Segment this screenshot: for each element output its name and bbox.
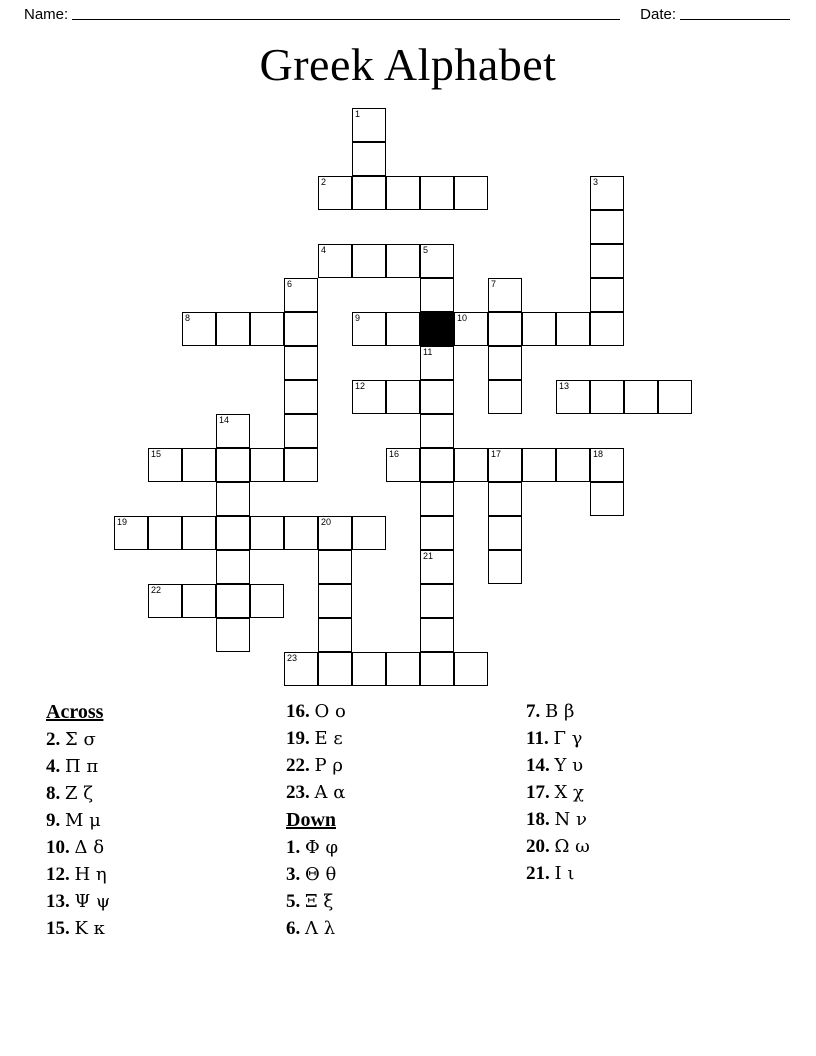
clue-column-3 [526, 698, 776, 887]
grid-cell-number: 22 [151, 585, 162, 595]
grid-cell[interactable] [556, 448, 590, 482]
clue-text: Ρ ρ [314, 755, 343, 776]
clue-number: 5. [286, 891, 301, 912]
clue-number: 23. [286, 782, 310, 803]
grid-cell[interactable] [488, 550, 522, 584]
grid-cell[interactable] [284, 380, 318, 414]
clue-text: Σ σ [65, 729, 96, 750]
grid-cell-number: 20 [321, 517, 332, 527]
grid-cell[interactable] [386, 380, 420, 414]
grid-cell[interactable] [590, 278, 624, 312]
down-clue-list-1 [286, 834, 516, 942]
grid-cell[interactable] [590, 244, 624, 278]
grid-cell[interactable] [590, 312, 624, 346]
grid-cell[interactable] [488, 312, 522, 346]
clue-number: 8. [46, 783, 61, 804]
grid-cell[interactable] [114, 516, 148, 550]
clue-item [286, 861, 516, 888]
clue-item [286, 725, 516, 752]
clue-item [526, 833, 776, 860]
clue-item [286, 698, 516, 725]
grid-cell[interactable] [420, 618, 454, 652]
grid-cell[interactable] [420, 550, 454, 584]
grid-cell[interactable] [318, 516, 352, 550]
grid-cell[interactable] [488, 380, 522, 414]
grid-cell[interactable] [352, 516, 386, 550]
clue-item [526, 698, 776, 725]
clue-text: Ε ε [314, 728, 343, 749]
grid-cell[interactable] [624, 380, 658, 414]
grid-cell-number: 2 [321, 177, 327, 187]
clue-text: Υ υ [554, 755, 584, 776]
grid-cell[interactable] [420, 346, 454, 380]
grid-cell[interactable] [182, 584, 216, 618]
grid-cell[interactable] [352, 380, 386, 414]
clue-text: Ο ο [314, 701, 346, 722]
grid-cell[interactable] [420, 244, 454, 278]
grid-cell[interactable] [488, 278, 522, 312]
grid-cell[interactable] [386, 448, 420, 482]
grid-cell[interactable] [420, 414, 454, 448]
grid-cell[interactable] [556, 380, 590, 414]
name-label: Name: [24, 6, 69, 23]
grid-cell[interactable] [522, 448, 556, 482]
clue-text: Λ λ [305, 918, 336, 939]
grid-cell[interactable] [284, 516, 318, 550]
grid-cell-number: 10 [457, 313, 468, 323]
clue-item [286, 752, 516, 779]
grid-cell[interactable] [352, 108, 386, 142]
grid-cell[interactable] [420, 448, 454, 482]
clue-text: Π π [65, 756, 99, 777]
grid-cell[interactable] [318, 176, 352, 210]
clue-text: Κ κ [74, 918, 105, 939]
clues-area [0, 698, 816, 948]
clue-number: 1. [286, 837, 301, 858]
clue-item [526, 860, 776, 887]
clue-number: 6. [286, 918, 301, 939]
grid-cell[interactable] [148, 584, 182, 618]
grid-cell[interactable] [658, 380, 692, 414]
clue-number: 3. [286, 864, 301, 885]
clue-number: 11. [526, 728, 549, 749]
grid-cell[interactable] [454, 176, 488, 210]
grid-cell[interactable] [454, 312, 488, 346]
clue-number: 2. [46, 729, 61, 750]
clue-text: Β β [545, 701, 575, 722]
clue-text: Η η [74, 864, 107, 885]
grid-cell[interactable] [250, 516, 284, 550]
name-blank-line[interactable] [72, 6, 620, 20]
down-heading: Down [286, 809, 337, 831]
clue-text: Ω ω [554, 836, 590, 857]
grid-cell[interactable] [556, 312, 590, 346]
clue-item [46, 888, 276, 915]
grid-cell[interactable] [216, 448, 250, 482]
clue-item [46, 834, 276, 861]
grid-cell-number: 21 [423, 551, 434, 561]
grid-cell[interactable] [488, 448, 522, 482]
grid-cell[interactable] [216, 516, 250, 550]
across-clue-list-2 [286, 698, 516, 806]
clue-text: Ι ι [554, 863, 575, 884]
clue-text: Μ μ [65, 810, 101, 831]
grid-cell[interactable] [182, 448, 216, 482]
grid-cell[interactable] [420, 278, 454, 312]
clue-item [46, 807, 276, 834]
grid-cell[interactable] [386, 312, 420, 346]
clue-text: Θ θ [305, 864, 337, 885]
clue-text: Ζ ζ [65, 783, 93, 804]
clue-item [286, 915, 516, 942]
clue-item [46, 780, 276, 807]
clue-item [526, 725, 776, 752]
grid-cell[interactable] [318, 618, 352, 652]
grid-cell[interactable] [148, 448, 182, 482]
grid-cell[interactable] [590, 448, 624, 482]
grid-cell[interactable] [284, 652, 318, 686]
clue-item [46, 726, 276, 753]
grid-cell[interactable] [352, 652, 386, 686]
grid-cell[interactable] [250, 584, 284, 618]
grid-cell[interactable] [216, 414, 250, 448]
grid-cell-number: 17 [491, 449, 502, 459]
crossword-grid-area [0, 108, 816, 698]
clue-number: 19. [286, 728, 310, 749]
grid-cell-number: 5 [423, 245, 429, 255]
grid-cell[interactable] [522, 312, 556, 346]
down-clue-list-2 [526, 698, 776, 887]
grid-cell[interactable] [182, 312, 216, 346]
clue-text: Α α [314, 782, 346, 803]
clue-text: Ν ν [554, 809, 587, 830]
grid-cell-number: 14 [219, 415, 230, 425]
grid-cell-number: 11 [423, 347, 433, 357]
grid-cell[interactable] [590, 210, 624, 244]
clue-number: 16. [286, 701, 310, 722]
grid-cell[interactable] [284, 312, 318, 346]
grid-cell[interactable] [488, 482, 522, 516]
grid-cell[interactable] [250, 448, 284, 482]
grid-cell[interactable] [284, 346, 318, 380]
clue-number: 7. [526, 701, 541, 722]
clue-number: 9. [46, 810, 61, 831]
grid-cell-number: 3 [593, 177, 599, 187]
grid-cell-number: 1 [355, 109, 361, 119]
clue-number: 22. [286, 755, 310, 776]
grid-cell[interactable] [216, 618, 250, 652]
date-label: Date: [640, 6, 676, 23]
grid-cell[interactable] [590, 176, 624, 210]
clue-text: Φ φ [305, 837, 339, 858]
clue-item [286, 834, 516, 861]
clue-text: Δ δ [74, 837, 105, 858]
worksheet-header [24, 6, 792, 28]
clue-text: Χ χ [554, 782, 584, 803]
across-heading: Across [46, 701, 104, 723]
grid-cell-number: 15 [151, 449, 162, 459]
grid-cell[interactable] [590, 482, 624, 516]
clue-number: 14. [526, 755, 550, 776]
grid-cell[interactable] [284, 278, 318, 312]
grid-cell-number: 16 [389, 449, 400, 459]
grid-cell-number: 4 [321, 245, 327, 255]
clue-column-2 [286, 698, 516, 942]
grid-cell-number: 7 [491, 279, 497, 289]
clue-item [46, 861, 276, 888]
grid-cell[interactable] [182, 516, 216, 550]
grid-cell[interactable] [590, 380, 624, 414]
grid-cell[interactable] [284, 414, 318, 448]
grid-cell[interactable] [148, 516, 182, 550]
grid-cell-number: 13 [559, 381, 570, 391]
clue-item [526, 779, 776, 806]
grid-cell-number: 12 [355, 381, 366, 391]
grid-cell[interactable] [488, 346, 522, 380]
clue-number: 4. [46, 756, 61, 777]
grid-cell [420, 312, 454, 346]
grid-cell[interactable] [352, 176, 386, 210]
grid-cell-number: 19 [117, 517, 128, 527]
clue-number: 20. [526, 836, 550, 857]
grid-cell[interactable] [420, 652, 454, 686]
clue-number: 17. [526, 782, 550, 803]
grid-cell[interactable] [318, 584, 352, 618]
clue-number: 18. [526, 809, 550, 830]
grid-cell[interactable] [352, 244, 386, 278]
grid-cell[interactable] [454, 448, 488, 482]
grid-cell[interactable] [454, 652, 488, 686]
grid-cell[interactable] [216, 482, 250, 516]
clue-item [526, 752, 776, 779]
clue-item [286, 779, 516, 806]
clue-item [46, 915, 276, 942]
grid-cell-number: 18 [593, 449, 604, 459]
grid-cell-number: 23 [287, 653, 298, 663]
clue-item [46, 753, 276, 780]
grid-cell[interactable] [420, 176, 454, 210]
grid-cell[interactable] [352, 142, 386, 176]
grid-cell[interactable] [420, 482, 454, 516]
grid-cell[interactable] [216, 584, 250, 618]
grid-cell[interactable] [318, 652, 352, 686]
grid-cell[interactable] [488, 516, 522, 550]
clue-number: 13. [46, 891, 70, 912]
across-clue-list-1 [46, 726, 276, 942]
grid-cell[interactable] [216, 312, 250, 346]
clue-item [286, 888, 516, 915]
grid-cell[interactable] [420, 516, 454, 550]
clue-number: 15. [46, 918, 70, 939]
clue-text: Ξ ξ [305, 891, 334, 912]
grid-cell[interactable] [250, 312, 284, 346]
clue-number: 21. [526, 863, 550, 884]
grid-cell[interactable] [386, 176, 420, 210]
grid-cell[interactable] [420, 380, 454, 414]
clue-number: 12. [46, 864, 70, 885]
grid-cell-number: 9 [355, 313, 361, 323]
grid-cell[interactable] [318, 244, 352, 278]
clue-text: Ψ ψ [74, 891, 111, 912]
clue-text: Γ γ [553, 728, 583, 749]
grid-cell[interactable] [386, 244, 420, 278]
clue-item [526, 806, 776, 833]
grid-cell[interactable] [420, 584, 454, 618]
grid-cell[interactable] [318, 550, 352, 584]
grid-cell[interactable] [284, 448, 318, 482]
clue-column-1 [46, 698, 276, 942]
grid-cell[interactable] [352, 312, 386, 346]
clue-number: 10. [46, 837, 70, 858]
grid-cell-number: 8 [185, 313, 191, 323]
page-title: Greek Alphabet [259, 39, 557, 90]
grid-cell[interactable] [386, 652, 420, 686]
grid-cell[interactable] [216, 550, 250, 584]
grid-cell-number: 6 [287, 279, 293, 289]
date-blank-line[interactable] [680, 6, 790, 20]
